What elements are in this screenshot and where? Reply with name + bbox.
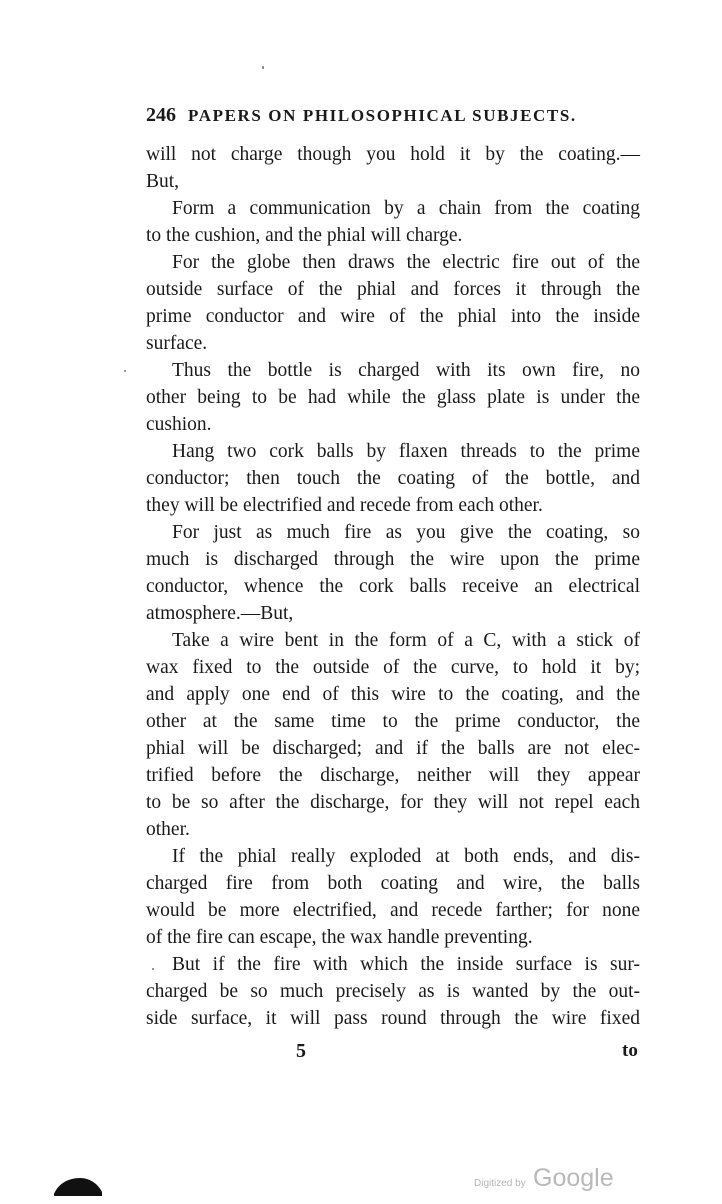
text-line: Thus the bottle is charged with its own fire, no [172,360,640,381]
text-line: to be so after the discharge, for they will not repel each [146,792,640,813]
signature-mark: 5 [296,1040,306,1062]
text-line: they will be electrified and recede from each other. [146,495,543,516]
text-line: will not charge though you hold it by the coating.— [146,144,640,165]
text-line: atmosphere.—But, [146,603,294,624]
paper-speck [152,968,154,970]
text-line: conductor, whence the cork balls receive an electrical [146,576,640,597]
text-line: other being to be had while the glass plate is under the [146,387,640,408]
text-line: conductor; then touch the coating of the bottle, and [146,468,640,489]
catchword: to [622,1040,638,1061]
text-line: prime conductor and wire of the phial into the inside [146,306,640,327]
google-logo: Google [533,1164,614,1192]
text-line: trified before the discharge, neither will they appear [146,765,640,786]
text-line: But if the fire with which the inside surface is sur- [172,954,640,975]
text-line: would be more electrified, and recede farther; for none [146,900,640,921]
text-line: charged fire from both coating and wire, the balls [146,873,640,894]
text-line: Form a communication by a chain from the coating [172,198,640,219]
paper-speck [124,370,126,372]
running-head [146,104,646,127]
text-line: surface. [146,333,208,354]
digitized-by-label: Digitized by [474,1178,526,1189]
text-line: Take a wire bent in the form of a C, with a stick of [172,630,640,651]
text-line: and apply one end of this wire to the coating, and the [146,684,640,705]
page-number: 246 [146,104,176,126]
text-line: of the fire can escape, the wax handle preventing. [146,927,533,948]
text-line: much is discharged through the wire upon the prime [146,549,640,570]
text-line: But, [146,171,180,192]
text-line: other at the same time to the prime conductor, the [146,711,640,732]
text-line: For just as much fire as you give the coating, so [172,522,640,543]
text-line: wax fixed to the outside of the curve, to hold it by; [146,657,640,678]
text-line: charged be so much precisely as is wanted by the out- [146,981,640,1002]
text-line: to the cushion, and the phial will charge. [146,225,463,246]
paper-speck [262,66,264,69]
text-line: outside surface of the phial and forces it through the [146,279,640,300]
text-line: If the phial really exploded at both ends, and dis- [172,846,640,867]
text-line: other. [146,819,190,840]
body-text [146,141,640,1032]
text-line: For the globe then draws the electric fire out of the [172,252,640,273]
text-line: Hang two cork balls by flaxen threads to the prime [172,441,640,462]
text-line: side surface, it will pass round through the wire fixed [146,1008,640,1029]
ink-blot [52,1172,104,1196]
text-line: cushion. [146,414,212,435]
running-title: PAPERS ON PHILOSOPHICAL SUBJECTS. [188,106,577,125]
text-line: phial will be discharged; and if the balls are not elec- [146,738,640,759]
